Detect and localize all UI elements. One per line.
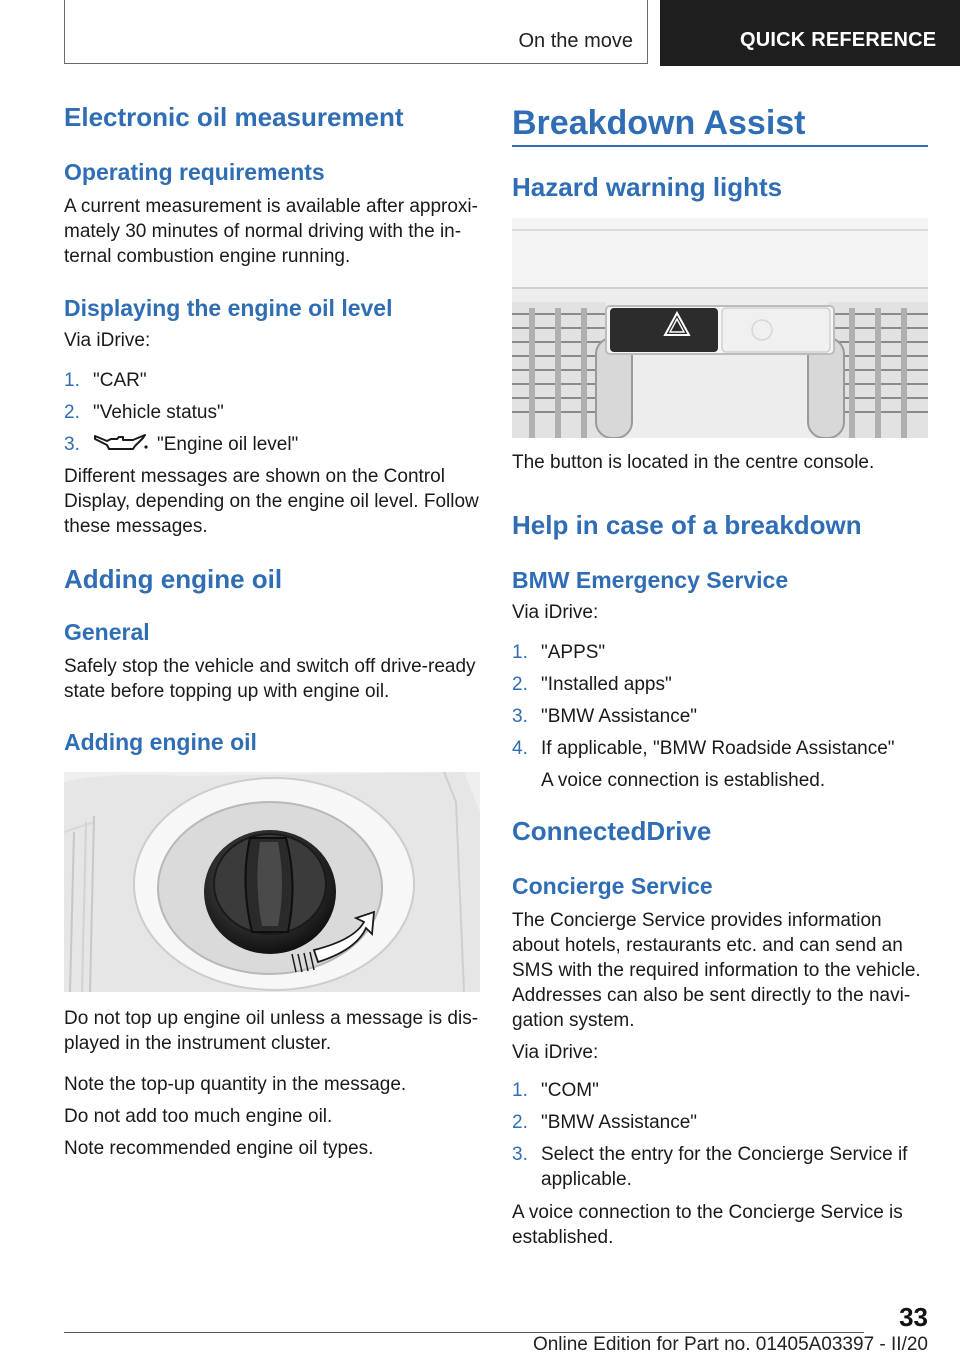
heading-electronic-oil-measurement: Electronic oil measurement [64,102,404,132]
header-section-box [64,0,648,64]
list-text: "BMW Assistance" [541,706,698,727]
concierge-final-text: A voice connection to the Concierge Service is established. [512,1202,903,1248]
list-number: 1. [64,370,80,391]
oil-can-icon [93,432,149,454]
page-number: 33 [899,1302,928,1332]
via-idrive-label: Via iDrive: [512,602,599,623]
heading-displaying-oil-level: Displaying the engine oil level [64,295,393,321]
via-idrive-label: Via iDrive: [64,330,151,351]
list-number: 1. [512,642,528,663]
oil-filler-cap-image [64,772,480,992]
header-tab-quick-reference[interactable]: QUICK REFERENCE [660,0,960,66]
list-text: "CAR" [93,370,147,391]
list-number: 2. [512,1112,528,1133]
page-header [0,0,960,66]
oil-messages-text: Different messages are shown on the Control Display, depending on the engine oil level. Follow these messages. [64,466,479,537]
list-text: Select the entry for the Concierge Service if applicable. [541,1144,908,1190]
heading-help-in-case-of-breakdown: Help in case of a breakdown [512,510,862,540]
note-top-up-quantity: Note the top-up quantity in the message. [64,1074,407,1095]
heading-general: General [64,619,150,645]
note-recommended-types: Note recommended engine oil types. [64,1138,374,1159]
heading-underline [512,145,928,147]
general-text: Safely stop the vehicle and switch off drive-ready state before topping up with engine oil. [64,656,476,702]
hazard-button-illustration [512,218,928,438]
list-text: "Engine oil level" [157,434,299,455]
heading-connecteddrive: ConnectedDrive [512,816,712,846]
heading-concierge-service: Concierge Service [512,873,713,899]
list-text: "APPS" [541,642,606,663]
list-number: 2. [512,674,528,695]
list-text: "Installed apps" [541,674,672,695]
heading-hazard-warning-lights: Hazard warning lights [512,172,783,202]
via-idrive-label-2: Via iDrive: [512,1042,599,1063]
list-text: "BMW Assistance" [541,1112,698,1133]
oil-filler-illustration [64,772,480,992]
footer-edition-text: Online Edition for Part no. 01405A03397 - II/20 [532,1334,928,1355]
list-number: 3. [64,434,80,455]
heading-bmw-emergency-service: BMW Emergency Service [512,567,789,593]
list-number: 2. [64,402,80,423]
header-section-title: On the move [518,30,633,52]
list-text: "Vehicle status" [93,402,224,423]
top-up-warning-text: Do not top up engine oil unless a message is displayed in the instrument cluster. [64,1008,479,1054]
voice-connection-text: A voice connection is established. [541,770,826,791]
note-not-too-much: Do not add too much engine oil. [64,1106,333,1127]
hazard-button-image [512,218,928,438]
heading-adding-engine-oil-sub: Adding engine oil [64,729,257,755]
list-text: If applicable, "BMW Roadside Assistance" [541,738,895,759]
list-item-with-icon [93,432,482,457]
list-number: 1. [512,1080,528,1101]
hazard-caption: The button is located in the centre console. [512,452,875,473]
list-text: "COM" [541,1080,599,1101]
list-number: 4. [512,738,528,759]
heading-adding-engine-oil: Adding engine oil [64,564,283,594]
operating-requirements-text: A current measurement is available after approximately 30 minutes of normal driving with the internal combustion engine running. [64,196,478,267]
footer-divider [64,1332,864,1333]
list-number: 3. [512,1144,528,1165]
concierge-description: The Concierge Service provides information about hotels, restaurants etc. and can send an SMS with the required information to the vehicle. Addresses can also be sent directly to the navigation system. [512,910,921,1031]
list-number: 3. [512,706,528,727]
heading-breakdown-assist: Breakdown Assist [512,104,806,142]
heading-operating-requirements: Operating requirements [64,159,325,185]
